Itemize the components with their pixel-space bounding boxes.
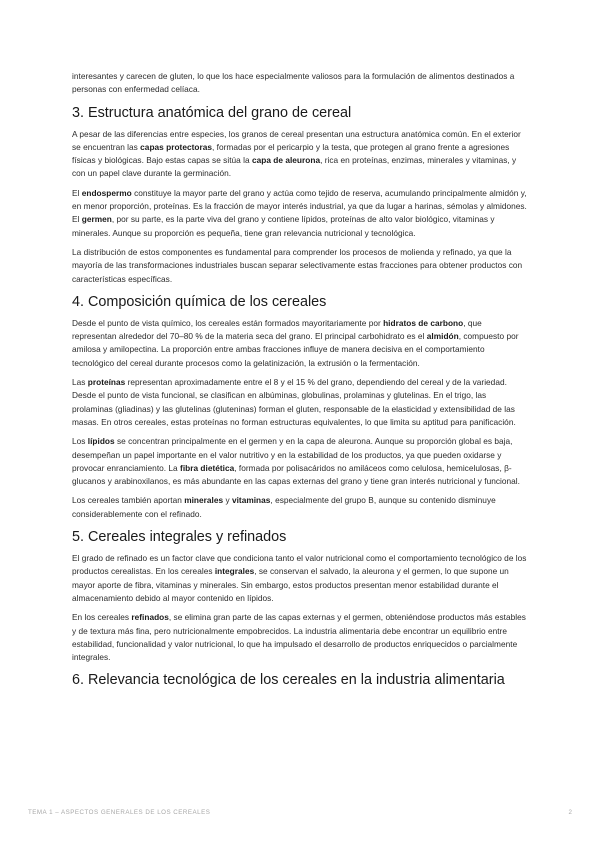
bold-term: proteínas: [87, 377, 126, 388]
text-run: , se conservan el salvado, la aleurona y el germen, lo que supone un mayor aporte de fibra, vitaminas y minerales. Sin embargo, estos productos presentan menor estabilidad durante el almacenamiento debido al mayor contenido en lípidos.: [72, 566, 509, 603]
footer-label: TEMA 1 – ASPECTOS GENERALES DE LOS CEREALES: [28, 809, 211, 816]
text-run: constituye la mayor parte del grano y actúa como tejido de reserva, acumulando principalmente almidón y, en menor proporción, proteínas. Es la fracción de mayor interés industrial, ya que da lugar a harinas, sémolas y almidones. El: [72, 187, 527, 225]
bold-term: capa de aleurona: [251, 155, 321, 166]
bold-term: minerales: [184, 495, 224, 506]
bold-term: capas protectoras: [140, 141, 212, 152]
bold-term: lípidos: [87, 436, 115, 447]
body-paragraph: [72, 317, 528, 370]
body-paragraph: [72, 435, 528, 488]
text-run: El grado de refinado es un factor clave que condiciona tanto el valor nutricional como el comportamiento tecnológico de los productos cerealistas. En los cereales: [72, 553, 527, 577]
text-run: , especialmente del grupo B, aunque su contenido disminuye considerablemente con el refinado.: [72, 495, 496, 519]
bold-term: fibra dietética: [180, 462, 235, 473]
body-paragraph: [72, 128, 528, 181]
text-run: En los cereales: [72, 612, 132, 623]
text-run: y: [223, 495, 232, 506]
text-run: Las: [72, 377, 88, 388]
bold-term: vitaminas: [231, 495, 271, 506]
bold-term: integrales: [214, 566, 255, 577]
text-run: , rica en proteínas, enzimas, minerales y vitaminas, y con un papel clave durante la germinación.: [72, 155, 517, 179]
text-run: Desde el punto de vista químico, los cereales están formados mayoritariamente por: [72, 317, 384, 328]
bold-term: endospermo: [81, 187, 132, 198]
body-paragraph: [72, 611, 528, 664]
section-heading: 5. Cereales integrales y refinados: [72, 529, 287, 546]
body-paragraph: [72, 187, 528, 240]
text-run: , que representan alrededor del 70–80 % de la materia seca del grano. El principal carbohidrato es el: [72, 317, 482, 342]
text-run: La distribución de estos componentes es fundamental para comprender los procesos de molienda y refinado, ya que la mayoría de las transformaciones industriales buscan separar selectivamente estas fracciones para obtener productos con características específicas.: [72, 246, 523, 284]
text-run: , formadas por el pericarpio y la testa, que protegen al grano frente a agresiones físicas y biológicas. Bajo estas capas se sitúa la: [72, 141, 510, 166]
text-run: , formada por polisacáridos no amiláceos como celulosa, hemicelulosas, β-glucanos y arabinoxilanos, es más abundante en las capas externas del grano y tiene gran interés nutricional y funcional.: [72, 462, 520, 487]
section-heading: 3. Estructura anatómica del grano de cereal: [72, 104, 352, 121]
body-paragraph: [72, 376, 528, 429]
text-run: , compuesto por amilosa y amilopectina. La proporción entre ambas fracciones influye de manera decisiva en el comportamiento tecnológico del cereal durante procesos como la gelatinización, la extrusión o la fermentación.: [72, 331, 519, 368]
page-footer: [28, 809, 572, 821]
text-run: A pesar de las diferencias entre especies, los granos de cereal presentan una estructura anatómica común. En el exterior se encuentran las: [72, 128, 521, 152]
text-run: , por su parte, es la parte viva del grano y contiene lípidos, proteínas de alto valor biológico, vitaminas y minerales. Aunque su proporción es pequeña, tiene gran relevancia nutricional y tecnológica.: [72, 214, 495, 238]
bold-term: refinados: [131, 612, 169, 623]
intro-fragment: interesantes y carecen de gluten, lo que los hace especialmente valiosos para la formulación de alimentos destinados a personas con enfermedad celíaca.: [72, 71, 515, 95]
text-run: Los cereales también aportan: [72, 495, 185, 506]
bold-term: hidratos de carbono: [383, 317, 464, 328]
body-paragraph: [72, 494, 528, 521]
section-heading: 6. Relevancia tecnológica de los cereales en la industria alimentaria: [72, 672, 505, 689]
document-page: [72, 70, 528, 695]
bold-term: germen: [81, 214, 112, 225]
body-paragraph: [72, 246, 528, 286]
text-run: se concentran principalmente en el germen y en la capa de aleurona. Aunque su proporción global es baja, desempeñan un papel importante en el valor nutritivo y en la estabilidad de los productos, ya que pueden oxidarse y provocar enranciamiento. La: [72, 436, 513, 473]
text-run: , se elimina gran parte de las capas externas y el germen, obteniéndose productos más estables y de textura más fina, pero nutricionalmente empobrecidos. La industria alimentaria debe encontrar un equilibrio entre estabilidad, funcionalidad y valor nutricional, lo que ha impulsado el desarrollo de productos enriquecidos o parcialmente integrales.: [72, 612, 526, 663]
text-run: El: [72, 187, 82, 198]
page-number: 2: [568, 809, 572, 816]
bold-term: almidón: [426, 331, 459, 342]
body-paragraph: [72, 552, 528, 605]
section-heading: 4. Composición química de los cereales: [72, 293, 327, 310]
text-run: representan aproximadamente entre el 8 y el 15 % del grano, dependiendo del cereal y de la variedad. Desde el punto de vista funcional, se clasifican en albúminas, globulinas, prolaminas y glutelinas. En el trigo, las prolaminas (gliadinas) y las glutelinas (gluteninas) forman el gluten, responsable de la elasticidad y extensibilidad de las masas. En otros cereales, estas proteínas no forman estructuras equivalentes, lo que limita su aptitud para panificación.: [72, 377, 516, 427]
text-run: Los: [72, 436, 88, 447]
